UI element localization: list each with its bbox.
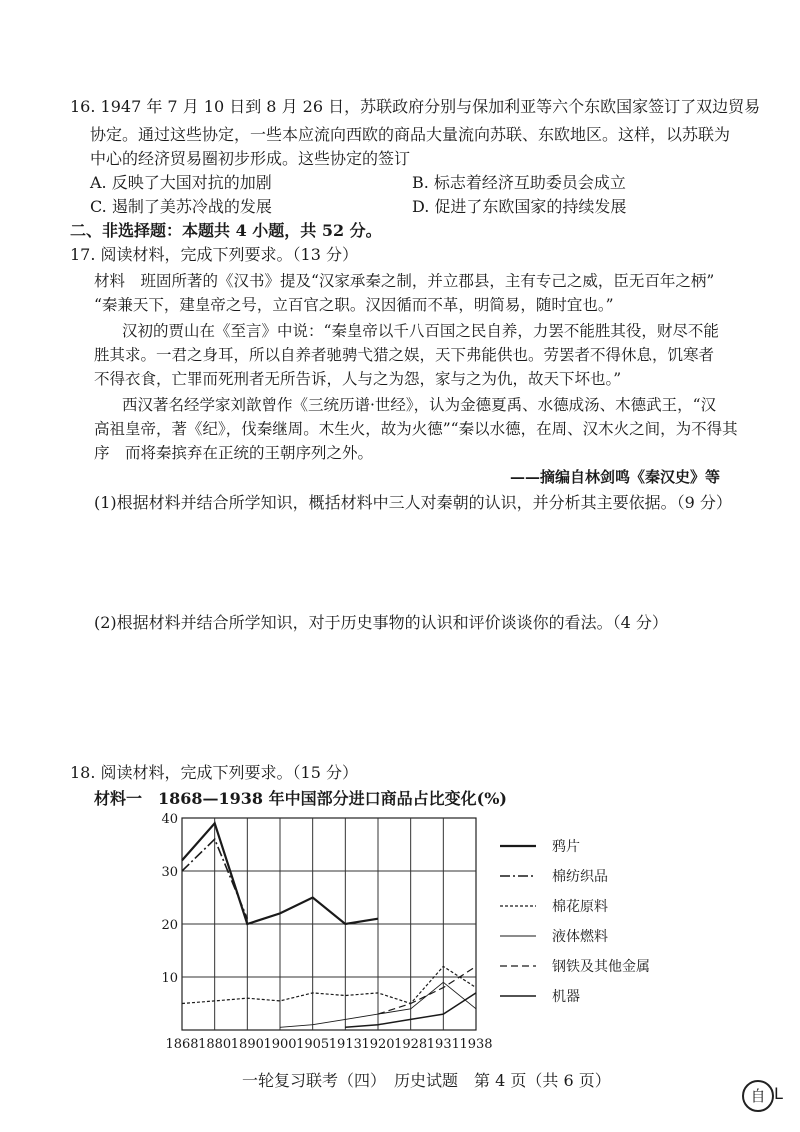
q16-option-c: C. 遏制了美苏冷战的发展 <box>90 197 272 216</box>
q17-material-line6: 西汉著名经学家刘歆曾作《三统历谱·世经》，认为金德夏禹、水德成汤、木德武王，“汉 <box>122 396 717 414</box>
y-tick-label: 30 <box>161 865 178 880</box>
q16-option-a: A. 反映了大国对抗的加剧 <box>90 173 272 192</box>
x-tick-label: 1905 <box>296 1037 330 1052</box>
series-line <box>182 823 378 924</box>
plot-frame <box>182 818 476 1030</box>
corner-stamp-letter: L <box>774 1084 783 1103</box>
x-tick-label: 1920 <box>361 1037 395 1052</box>
q17-title: 17. 阅读材料，完成下列要求。（13 分） <box>70 245 358 264</box>
legend-label: 鸦片 <box>552 839 580 855</box>
legend-label: 机器 <box>552 989 580 1005</box>
q16-option-d: D. 促进了东欧国家的持续发展 <box>412 197 627 216</box>
q16-stem-line2: 协定。通过这些协定，一些本应流向西欧的商品大量流向苏联、东欧地区。这样，以苏联为 <box>90 125 731 144</box>
q17-material-line5: 不得衣食，亡罪而死刑者无所告诉，人与之为怨，家与之为仇，故天下坏也。” <box>94 370 622 388</box>
series-line <box>280 982 476 1027</box>
x-tick-label: 1913 <box>328 1037 362 1052</box>
chart-title: 1868—1938 年中国部分进口商品占比变化(%) <box>158 789 507 808</box>
q16-stem-line1: 16. 1947 年 7 月 10 日到 8 月 26 日，苏联政府分别与保加利亚等六个东欧国家签订了双边贸易 <box>70 97 761 116</box>
q17-material-line1: 材料 班固所著的《汉书》提及“汉家承秦之制，并立郡县，主有专己之威，臣无百年之柄” <box>94 272 715 290</box>
x-tick-label: 1938 <box>459 1037 493 1052</box>
q16-stem-line3: 中心的经济贸易圈初步形成。这些协定的签订 <box>90 149 411 168</box>
q17-material-line3: 汉初的贾山在《至言》中说：“秦皇帝以千八百国之民自养，力罢不能胜其役，财尽不能 <box>122 322 719 340</box>
q17-material-line4: 胜其求。一君之身耳，所以自养者驰骋弋猎之娱，天下弗能供也。劳罢者不得休息，饥寒者 <box>94 346 715 364</box>
x-tick-label: 1931 <box>426 1037 460 1052</box>
q17-sub1: (1)根据材料并结合所学知识，概括材料中三人对秦朝的认识，并分析其主要依据。（9 分） <box>94 493 732 512</box>
q17-sub2: (2)根据材料并结合所学知识，对于历史事物的认识和评价谈谈你的看法。（4 分） <box>94 613 668 632</box>
x-tick-label: 1868 <box>165 1037 199 1052</box>
series-line <box>182 839 247 919</box>
x-tick-label: 1890 <box>230 1037 264 1052</box>
legend-label: 棉花原料 <box>552 899 608 915</box>
q17-material-line8: 序 而将秦摈弃在正统的王朝序列之外。 <box>94 444 374 462</box>
series-line <box>378 966 476 1014</box>
q18-title: 18. 阅读材料，完成下列要求。（15 分） <box>70 763 358 782</box>
legend-label: 棉纺织品 <box>552 869 608 885</box>
q17-source: ——摘编自林剑鸣《秦汉史》等 <box>510 468 721 486</box>
corner-stamp-icon: 自 <box>742 1080 774 1112</box>
q17-material-line7: 高祖皇帝，著《纪》，伐秦继周。木生火，故为火德”“秦以水德，在周、汉木火之间，为不得其 <box>94 420 738 438</box>
series-line <box>345 993 476 1027</box>
legend-label: 钢铁及其他金属 <box>552 959 650 975</box>
page-footer: 一轮复习联考（四） 历史试题 第 4 页（共 6 页） <box>242 1071 611 1090</box>
q17-material-line2: “秦兼天下，建皇帝之号，立百官之职。汉因循而不革，明简易，随时宜也。” <box>94 296 614 314</box>
x-tick-label: 1928 <box>394 1037 428 1052</box>
x-tick-label: 1880 <box>198 1037 232 1052</box>
legend-label: 液体燃料 <box>552 929 608 945</box>
y-tick-label: 10 <box>161 971 178 986</box>
series-line <box>182 966 476 1003</box>
y-tick-label: 20 <box>161 918 178 933</box>
section-heading: 二、非选择题：本题共 4 小题，共 52 分。 <box>70 221 382 240</box>
y-tick-label: 40 <box>161 812 178 827</box>
x-tick-label: 1900 <box>263 1037 297 1052</box>
q18-material-label: 材料一 <box>94 789 143 808</box>
q16-option-b: B. 标志着经济互助委员会成立 <box>412 173 626 192</box>
